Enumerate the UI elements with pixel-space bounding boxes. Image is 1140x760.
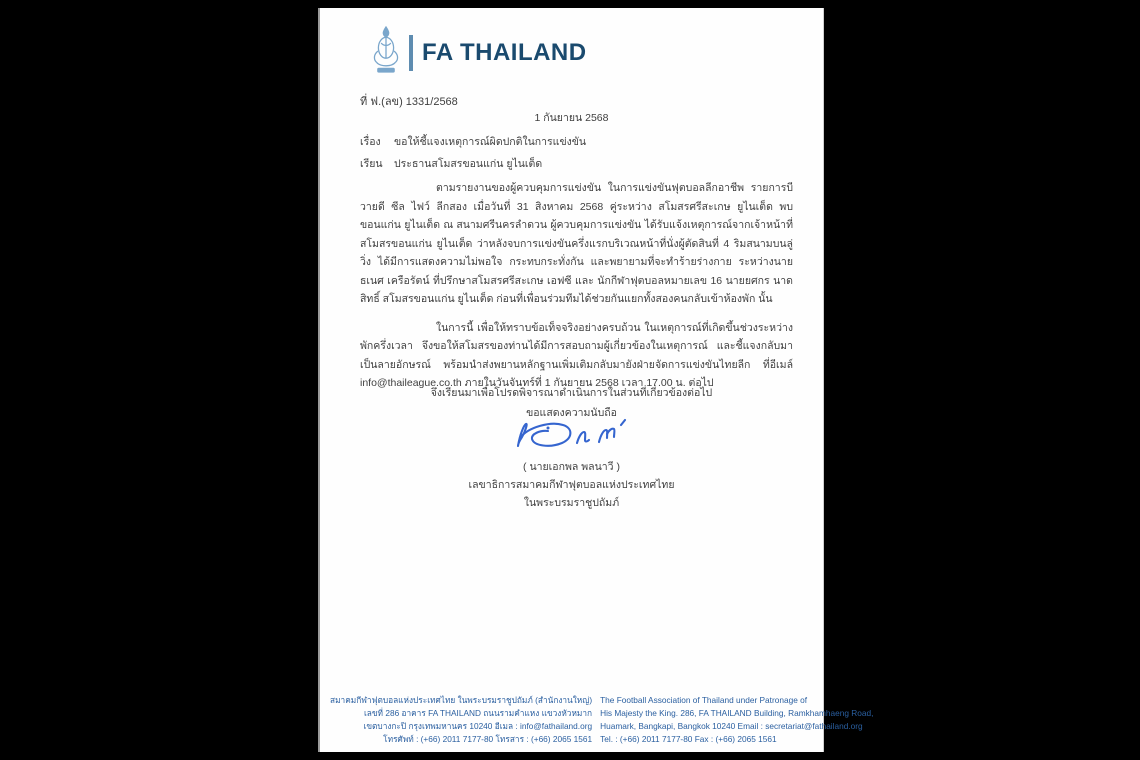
recipient-label: เรียน — [360, 158, 383, 170]
handwritten-signature — [320, 415, 823, 460]
letterhead — [370, 26, 587, 80]
footer-en-line: Tel. : (+66) 2011 7177-80 Fax : (+66) 2065 1561 — [600, 734, 777, 744]
footer-en-line: The Football Association of Thailand under Patronage of — [600, 695, 808, 705]
subject-label: เรื่อง — [360, 136, 381, 148]
recipient-row — [360, 155, 542, 172]
closing-line: จึงเรียนมาเพื่อโปรดพิจารณาดำเนินการในส่วนที่เกี่ยวข้องต่อไป — [430, 387, 713, 399]
logo-divider — [409, 35, 413, 71]
letter-body — [360, 179, 793, 393]
brand-wordmark: FA THAILAND — [422, 39, 587, 66]
letterhead-footer — [330, 694, 874, 746]
fa-thailand-crest-icon — [370, 25, 402, 82]
salutation-line: ขอแสดงความนับถือ — [526, 407, 617, 419]
footer-thai-line: โทรศัพท์ : (+66) 2011 7177-80 โทรสาร : (+66) 2065 1561 — [383, 734, 593, 744]
footer-en-line: Huamark, Bangkapi, Bangkok 10240 Email : secretariat@fathailand.org — [600, 721, 863, 731]
document-number: ที่ ฟ.(ลข) 1331/2568 — [360, 96, 458, 108]
footer-address-thai — [330, 694, 592, 746]
letter-page — [318, 8, 874, 752]
subject-text: ขอให้ชี้แจงเหตุการณ์ผิดปกติในการแข่งขัน — [394, 136, 587, 148]
signer-name: ( นายเอกพล พลนาวี ) — [523, 461, 620, 473]
signer-title: เลขาธิการสมาคมกีฬาฟุตบอลแห่งประเทศไทย — [468, 479, 675, 491]
signer-title-patronage: ในพระบรมราชูปถัมภ์ — [523, 497, 620, 509]
footer-thai-line: เขตบางกะปิ กรุงเทพมหานคร 10240 อีเมล : info@fathailand.org — [363, 721, 593, 731]
body-paragraph-2: ในการนี้ เพื่อให้ทราบข้อเท็จจริงอย่างครบถ้วน ในเหตุการณ์ที่เกิดขึ้นช่วงระหว่างพักครึ่งเวลา จึงขอให้สโมสรของท่านได้มีการสอบถามผู้เกี่ยวข้องในเหตุการณ์ และชี้แจงกลับมาเป็นลายอักษรณ์ พร้อมนำส่งพยานหลักฐานเพิ่มเติมกลับมายังฝ่ายจัดการแข่งขันไทยลีก ที่อีเมล์ info@thaileague.co.th ภายในวันจันทร์ที่ 1 กันยายน 2568 เวลา 17.00 น. ต่อไป — [360, 321, 793, 389]
footer-en-line: His Majesty the King. 286, FA THAILAND Building, Ramkhamhaeng Road, — [600, 708, 874, 718]
letter-date: 1 กันยายน 2568 — [534, 112, 609, 124]
recipient-text: ประธานสโมสรขอนแก่น ยูไนเต็ด — [394, 158, 543, 170]
footer-thai-line: เลขที่ 286 อาคาร FA THAILAND ถนนรามคำแหง แขวงหัวหมาก — [363, 708, 593, 718]
body-paragraph-1: ตามรายงานของผู้ควบคุมการแข่งขัน ในการแข่งขันฟุตบอลลีกอาชีพ รายการบีวายดี ซีล ไฟว์ ลีกสอง เมื่อวันที่ 31 สิงหาคม 2568 คู่ระหว่าง สโมสรศรีสะเกษ ยูไนเต็ด พบ ขอนแก่น ยูไนเต็ด ณ สนามศรีนครลำดวน ผู้ควบคุมการแข่งขัน ได้รับแจ้งเหตุการณ์จากเจ้าหน้าที่สโมสรขอนแก่น ยูไนเต็ด ว่าหลังจบการแข่งขันครึ่งแรกบริเวณหน้าที่นั่งผู้ตัดสินที่ 4 ริมสนามบนลู่วิ่ง ได้มีการแสดงความไม่พอใจ กระทบกระทั่งกัน และพยายามที่จะทำร้ายร่างกาย ระหว่างนายธเนศ เครือรัตน์ ที่ปรึกษาสโมสรศรีสะเกษ เอฟซี และ นักกีฬาฟุตบอลหมายเลข 16 นายยศกร นาดสิทธิ์ สโมสรขอนแก่น ยูไนเต็ด ก่อนที่เพื่อนร่วมทีมได้ช่วยกันแยกทั้งสองคนกลับเข้าห้องพัก นั้น — [360, 182, 793, 305]
footer-thai-line: สมาคมกีฬาฟุตบอลแห่งประเทศไทย ในพระบรมราชูปถัมภ์ (สำนักงานใหญ่) — [330, 695, 593, 705]
footer-address-english — [600, 694, 873, 746]
subject-row — [360, 133, 586, 150]
